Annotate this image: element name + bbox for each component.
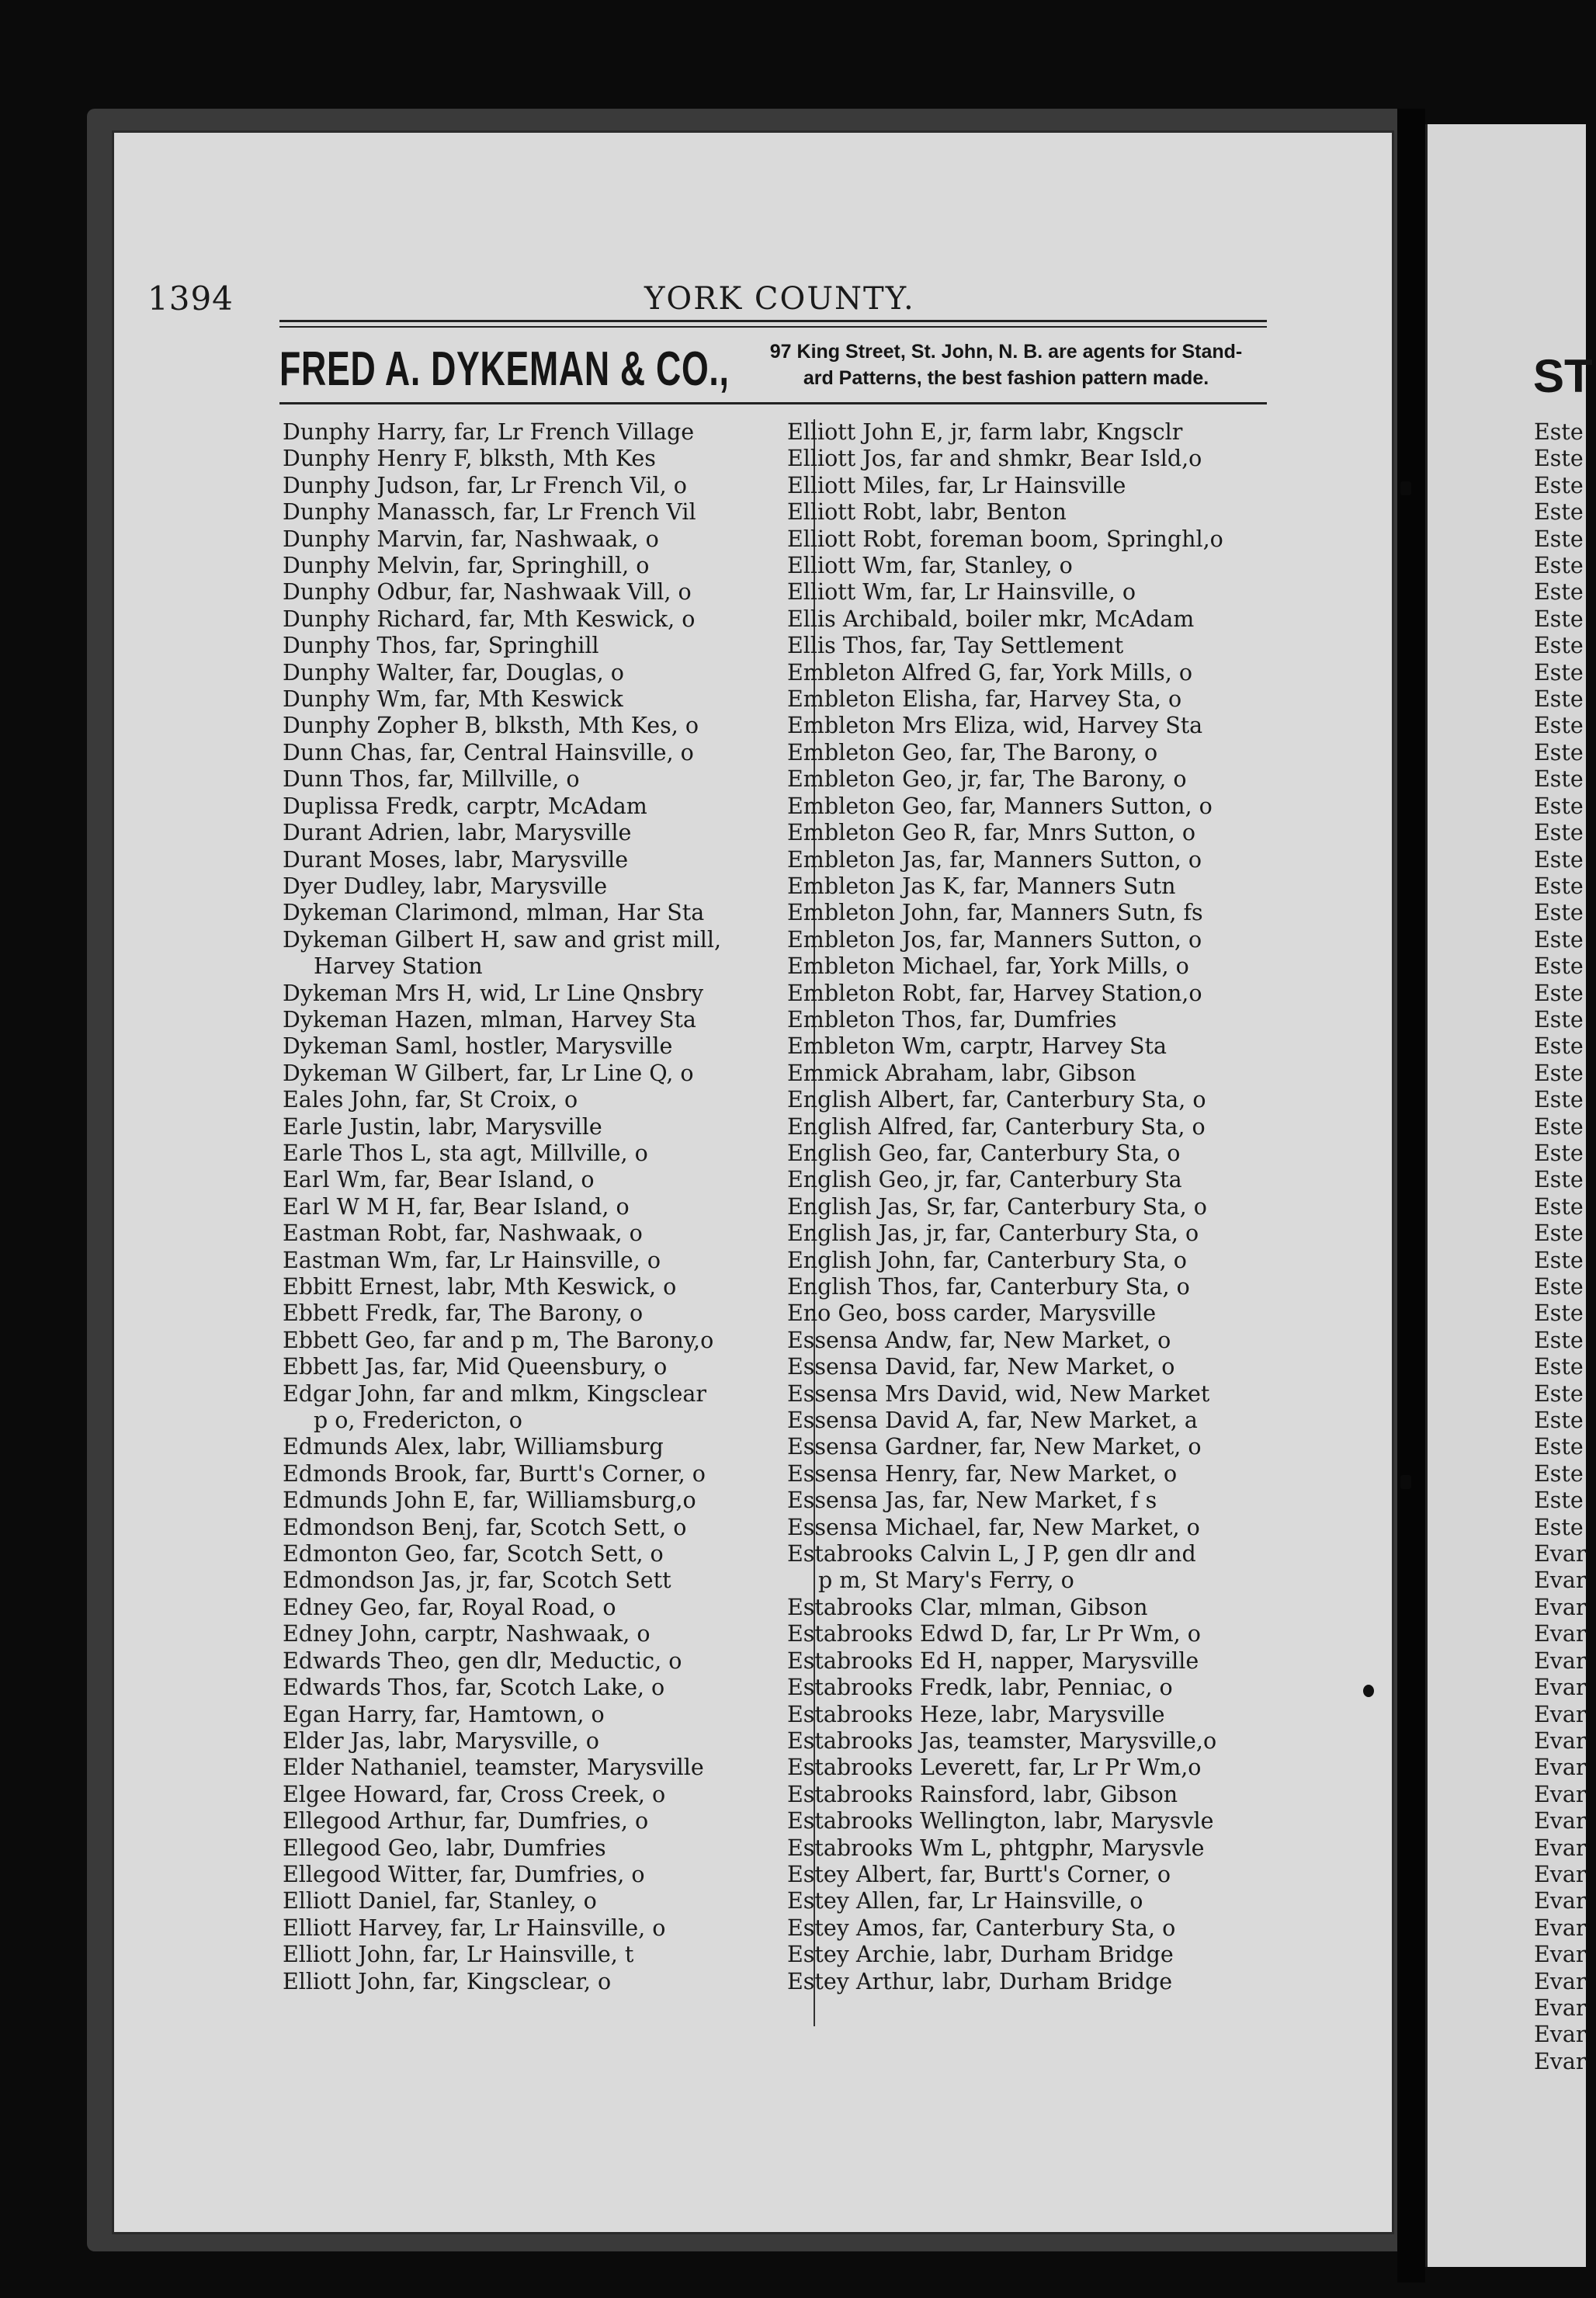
- directory-entry: Duplissa Fredk, carptr, McAdam: [283, 793, 647, 819]
- directory-entry: Dykeman Clarimond, mlman, Har Sta: [283, 900, 705, 926]
- directory-entry: Edgar John, far and mlkm, Kingsclear: [283, 1380, 706, 1407]
- directory-entry: Essensa Mrs David, wid, New Market: [787, 1380, 1210, 1407]
- facing-page-entry: Este: [1534, 633, 1584, 659]
- directory-entry: Dykeman Gilbert H, saw and grist mill,: [283, 926, 722, 953]
- facing-page-entry: Este: [1534, 793, 1584, 819]
- advertisement-company: FRED A. DYKEMAN & CO.,: [279, 342, 730, 396]
- facing-page-entry: Evar: [1534, 1594, 1587, 1620]
- directory-entry: Eastman Robt, far, Nashwaak, o: [283, 1220, 643, 1247]
- directory-entry: Elliott Robt, foreman boom, Springhl,o: [787, 526, 1223, 552]
- directory-entry: Embleton Michael, far, York Mills, o: [787, 953, 1189, 980]
- directory-entry: Estabrooks Calvin L, J P, gen dlr and: [787, 1541, 1196, 1567]
- facing-page-entry: Evar: [1534, 1647, 1587, 1674]
- directory-entry: Edmondson Jas, jr, far, Scotch Sett: [283, 1567, 671, 1594]
- directory-entry: Essensa David A, far, New Market, a: [787, 1408, 1198, 1434]
- directory-entry: Elliott Harvey, far, Lr Hainsville, o: [283, 1914, 666, 1941]
- directory-entry: Dunphy Walter, far, Douglas, o: [283, 659, 624, 686]
- directory-entry: Edmonton Geo, far, Scotch Sett, o: [283, 1541, 664, 1567]
- directory-entry: Dunphy Melvin, far, Springhill, o: [283, 553, 650, 579]
- facing-page-entry: Este: [1534, 846, 1584, 873]
- facing-page-entry: Este: [1534, 1167, 1584, 1193]
- directory-entry: Dunn Thos, far, Millville, o: [283, 766, 580, 793]
- directory-entry: Elliott Daniel, far, Stanley, o: [283, 1888, 597, 1914]
- directory-entry: Elder Jas, labr, Marysville, o: [283, 1727, 599, 1754]
- directory-entry: Elliott John E, jr, farm labr, Kngsclr: [787, 419, 1183, 445]
- facing-page-entry: Este: [1534, 980, 1584, 1006]
- facing-page-entry: Evar: [1534, 2022, 1587, 2048]
- directory-entry: Estabrooks Clar, mlman, Gibson: [787, 1594, 1148, 1620]
- facing-page-entry: Este: [1534, 419, 1584, 445]
- directory-entry: Eastman Wm, far, Lr Hainsville, o: [283, 1247, 661, 1273]
- facing-page-entry: Este: [1534, 446, 1584, 472]
- directory-entry: Dykeman Mrs H, wid, Lr Line Qnsbry: [283, 980, 704, 1006]
- directory-entry: Ebbett Fredk, far, The Barony, o: [283, 1300, 644, 1327]
- directory-entry: Earle Justin, labr, Marysville: [283, 1113, 602, 1140]
- directory-entry: Dunphy Harry, far, Lr French Village: [283, 419, 695, 445]
- directory-entry: Elgee Howard, far, Cross Creek, o: [283, 1781, 666, 1807]
- facing-page-entry: Este: [1534, 1247, 1584, 1273]
- directory-entry: Ellegood Arthur, far, Dumfries, o: [283, 1808, 649, 1835]
- directory-entry: Estey Arthur, labr, Durham Bridge: [787, 1968, 1173, 1994]
- directory-entry: Estabrooks Wellington, labr, Marysvle: [787, 1808, 1214, 1835]
- facing-page-entry: Este: [1534, 1354, 1584, 1380]
- header-rule: [279, 320, 1267, 322]
- facing-page-entry: Evar: [1534, 1808, 1587, 1835]
- directory-entry: Dykeman Saml, hostler, Marysville: [283, 1033, 673, 1060]
- directory-entry: Elliott Jos, far and shmkr, Bear Isld,o: [787, 446, 1202, 472]
- directory-entry: Durant Moses, labr, Marysville: [283, 846, 629, 873]
- directory-entry: Estabrooks Fredk, labr, Penniac, o: [787, 1675, 1173, 1701]
- directory-entry: Ebbett Jas, far, Mid Queensbury, o: [283, 1354, 668, 1380]
- facing-page-entry: Evar: [1534, 2048, 1587, 2074]
- directory-entry: English Albert, far, Canterbury Sta, o: [787, 1087, 1206, 1113]
- directory-entry: Ebbitt Ernest, labr, Mth Keswick, o: [283, 1274, 677, 1300]
- binding-mark: [1400, 481, 1411, 495]
- directory-entry: Embleton Alfred G, far, York Mills, o: [787, 659, 1193, 686]
- directory-entry: Estey Amos, far, Canterbury Sta, o: [787, 1914, 1176, 1941]
- facing-page-entry: Este: [1534, 1140, 1584, 1166]
- facing-page-entry: Este: [1534, 1060, 1584, 1086]
- directory-entry: Embleton Geo, jr, far, The Barony, o: [787, 766, 1187, 793]
- facing-page-entry: Este: [1534, 1460, 1584, 1487]
- facing-page-entry: Evar: [1534, 1942, 1587, 1968]
- directory-entry: Egan Harry, far, Hamtown, o: [283, 1701, 605, 1727]
- directory-entry: Earl Wm, far, Bear Island, o: [283, 1167, 595, 1193]
- directory-entry: Ellis Archibald, boiler mkr, McAdam: [787, 606, 1195, 632]
- facing-page-entry: Evar: [1534, 1914, 1587, 1941]
- facing-page-entry: Este: [1534, 1487, 1584, 1514]
- facing-page-entry: Este: [1534, 1220, 1584, 1247]
- directory-entry: Dunphy Marvin, far, Nashwaak, o: [283, 526, 659, 552]
- directory-entry: Embleton Geo, far, Manners Sutton, o: [787, 793, 1213, 819]
- facing-page-heading: ST: [1533, 350, 1593, 402]
- directory-entry: Emmick Abraham, labr, Gibson: [787, 1060, 1136, 1086]
- directory-entry: English Thos, far, Canterbury Sta, o: [787, 1274, 1190, 1300]
- directory-entry: Embleton Jas, far, Manners Sutton, o: [787, 846, 1202, 873]
- facing-page-entry: Este: [1534, 553, 1584, 579]
- directory-entry: Elliott John, far, Kingsclear, o: [283, 1968, 612, 1994]
- directory-entry: Essensa Gardner, far, New Market, o: [787, 1434, 1202, 1460]
- directory-entry: Dunphy Judson, far, Lr French Vil, o: [283, 472, 687, 498]
- directory-entry: Eno Geo, boss carder, Marysville: [787, 1300, 1157, 1327]
- facing-page-entry: Evar: [1534, 1861, 1587, 1887]
- directory-entry: Edney John, carptr, Nashwaak, o: [283, 1621, 651, 1647]
- directory-entry: Dunphy Richard, far, Mth Keswick, o: [283, 606, 696, 632]
- directory-entry: Embleton Jas K, far, Manners Sutn: [787, 873, 1176, 899]
- directory-entry: English Geo, far, Canterbury Sta, o: [787, 1140, 1181, 1166]
- directory-entry: Elder Nathaniel, teamster, Marysville: [283, 1755, 704, 1781]
- directory-entry: Ellegood Geo, labr, Dumfries: [283, 1835, 606, 1861]
- directory-entry: Eales John, far, St Croix, o: [283, 1087, 578, 1113]
- directory-entry: Embleton Mrs Eliza, wid, Harvey Sta: [787, 713, 1203, 739]
- directory-entry: Estey Albert, far, Burtt's Corner, o: [787, 1861, 1171, 1887]
- facing-page-entry: Evar: [1534, 1567, 1587, 1594]
- facing-page-entry: Evar: [1534, 1888, 1587, 1914]
- advertisement-tagline-line: ard Patterns, the best fashion pattern made.: [803, 367, 1209, 389]
- directory-entry: Ebbett Geo, far and p m, The Barony,o: [283, 1327, 714, 1353]
- directory-entry-continuation: p m, St Mary's Ferry, o: [818, 1567, 1074, 1594]
- facing-page-entry: Este: [1534, 900, 1584, 926]
- facing-page-entry: Evar: [1534, 1621, 1587, 1647]
- facing-page-entry: Este: [1534, 579, 1584, 606]
- directory-entry: Durant Adrien, labr, Marysville: [283, 820, 632, 846]
- facing-page-entry: Este: [1534, 1113, 1584, 1140]
- facing-page-entry: Evar: [1534, 1994, 1587, 2021]
- directory-entry: Essensa Andw, far, New Market, o: [787, 1327, 1171, 1353]
- directory-entry: Elliott Miles, far, Lr Hainsville: [787, 472, 1126, 498]
- directory-entry: Dyer Dudley, labr, Marysville: [283, 873, 608, 899]
- facing-page-entry: Este: [1534, 686, 1584, 713]
- directory-entry: Essensa Jas, far, New Market, f s: [787, 1487, 1157, 1514]
- facing-page-entry: Este: [1534, 873, 1584, 899]
- directory-entry: Edmondson Benj, far, Scotch Sett, o: [283, 1514, 687, 1540]
- facing-page-entry: Este: [1534, 739, 1584, 765]
- facing-page-entry: Este: [1534, 1434, 1584, 1460]
- facing-page-entry: Este: [1534, 1327, 1584, 1353]
- facing-page-entry: Este: [1534, 606, 1584, 632]
- advertisement-tagline: [745, 338, 1267, 391]
- directory-entry: Embleton Thos, far, Dumfries: [787, 1006, 1117, 1033]
- facing-page-entry: Evar: [1534, 1781, 1587, 1807]
- directory-entry-continuation: Harvey Station: [314, 953, 483, 980]
- advertisement-rule: [279, 402, 1267, 404]
- directory-entry: Embleton Elisha, far, Harvey Sta, o: [787, 686, 1182, 713]
- facing-page-entry: Este: [1534, 1274, 1584, 1300]
- facing-page-entry: Este: [1534, 1193, 1584, 1220]
- directory-entry: Estabrooks Edwd D, far, Lr Pr Wm, o: [787, 1621, 1201, 1647]
- facing-page-entry: Este: [1534, 1380, 1584, 1407]
- directory-entry: Dunphy Manassch, far, Lr French Vil: [283, 499, 696, 526]
- page-number: 1394: [147, 279, 234, 318]
- facing-page-entry: Evar: [1534, 1701, 1587, 1727]
- binding-mark: [1400, 1475, 1411, 1489]
- directory-entry: English Jas, jr, far, Canterbury Sta, o: [787, 1220, 1199, 1247]
- ink-spot: [1363, 1685, 1374, 1697]
- directory-entry: Elliott Wm, far, Lr Hainsville, o: [787, 579, 1136, 606]
- directory-entry: Edney Geo, far, Royal Road, o: [283, 1594, 616, 1620]
- directory-entry: Estey Allen, far, Lr Hainsville, o: [787, 1888, 1143, 1914]
- directory-entry: Dunn Chas, far, Central Hainsville, o: [283, 739, 694, 765]
- directory-entry: Dunphy Zopher B, blksth, Mth Kes, o: [283, 713, 699, 739]
- directory-entry: Embleton Wm, carptr, Harvey Sta: [787, 1033, 1167, 1060]
- directory-entry: Edwards Thos, far, Scotch Lake, o: [283, 1675, 665, 1701]
- directory-entry: Estabrooks Leverett, far, Lr Pr Wm,o: [787, 1755, 1202, 1781]
- directory-entry: Estabrooks Wm L, phtgphr, Marysvle: [787, 1835, 1205, 1861]
- facing-page-entry: Este: [1534, 713, 1584, 739]
- facing-page-entry: Este: [1534, 526, 1584, 552]
- directory-entry: Dunphy Henry F, blksth, Mth Kes: [283, 446, 656, 472]
- facing-page-entry: Este: [1534, 472, 1584, 498]
- directory-entry: Edmunds Alex, labr, Williamsburg: [283, 1434, 664, 1460]
- facing-page-entry: Este: [1534, 766, 1584, 793]
- directory-entry: Embleton Robt, far, Harvey Station,o: [787, 980, 1202, 1006]
- directory-entry: Embleton Jos, far, Manners Sutton, o: [787, 926, 1202, 953]
- facing-page-entry: Evar: [1534, 1675, 1587, 1701]
- directory-entry: Dunphy Thos, far, Springhill: [283, 633, 599, 659]
- facing-page-entry: Este: [1534, 1033, 1584, 1060]
- facing-page-entry: Evar: [1534, 1541, 1587, 1567]
- facing-page-entry: Este: [1534, 1006, 1584, 1033]
- directory-entry: Estabrooks Jas, teamster, Marysville,o: [787, 1727, 1217, 1754]
- directory-entry: Earle Thos L, sta agt, Millville, o: [283, 1140, 648, 1166]
- facing-page-entry: Evar: [1534, 1968, 1587, 1994]
- facing-page-entry: Este: [1534, 1300, 1584, 1327]
- directory-entry: Essensa Henry, far, New Market, o: [787, 1460, 1178, 1487]
- facing-page-entry: Este: [1534, 1408, 1584, 1434]
- directory-entry: Dykeman W Gilbert, far, Lr Line Q, o: [283, 1060, 694, 1086]
- directory-entry: English Jas, Sr, far, Canterbury Sta, o: [787, 1193, 1207, 1220]
- facing-page-entry: Evar: [1534, 1727, 1587, 1754]
- directory-entry: Elliott Wm, far, Stanley, o: [787, 553, 1073, 579]
- facing-page-entry: Este: [1534, 926, 1584, 953]
- advertisement-tagline-line: 97 King Street, St. John, N. B. are agents for Stand-: [769, 341, 1243, 363]
- facing-page-entry: Este: [1534, 953, 1584, 980]
- directory-entry: Edmunds John E, far, Williamsburg,o: [283, 1487, 696, 1514]
- facing-page-column: [1534, 419, 1596, 2075]
- facing-page-entry: Evar: [1534, 1835, 1587, 1861]
- facing-page-entry: Este: [1534, 659, 1584, 686]
- directory-entry: English John, far, Canterbury Sta, o: [787, 1247, 1187, 1273]
- facing-page-entry: Evar: [1534, 1755, 1587, 1781]
- directory-entry: Ellegood Witter, far, Dumfries, o: [283, 1861, 645, 1887]
- directory-entry: English Alfred, far, Canterbury Sta, o: [787, 1113, 1206, 1140]
- directory-entry-continuation: p o, Fredericton, o: [314, 1408, 522, 1434]
- facing-page-entry: Este: [1534, 820, 1584, 846]
- directory-entry: Estabrooks Heze, labr, Marysville: [787, 1701, 1165, 1727]
- directory-entry: Earl W M H, far, Bear Island, o: [283, 1193, 630, 1220]
- directory-column-left: [283, 419, 795, 1995]
- facing-page-entry: Este: [1534, 499, 1584, 526]
- directory-entry: Essensa Michael, far, New Market, o: [787, 1514, 1200, 1540]
- directory-entry: Embleton Geo, far, The Barony, o: [787, 739, 1158, 765]
- directory-entry: Embleton Geo R, far, Mnrs Sutton, o: [787, 820, 1196, 846]
- directory-entry: English Geo, jr, far, Canterbury Sta: [787, 1167, 1182, 1193]
- facing-page-entry: Este: [1534, 1514, 1584, 1540]
- directory-entry: Dunphy Odbur, far, Nashwaak Vill, o: [283, 579, 692, 606]
- directory-entry: Estabrooks Ed H, napper, Marysville: [787, 1647, 1199, 1674]
- directory-column-right: [787, 419, 1315, 1995]
- facing-page-entry: Este: [1534, 1087, 1584, 1113]
- directory-entry: Elliott Robt, labr, Benton: [787, 499, 1067, 526]
- book-gutter: [1397, 109, 1425, 2282]
- directory-entry: Estey Archie, labr, Durham Bridge: [787, 1942, 1174, 1968]
- page-title: YORK COUNTY.: [644, 281, 915, 317]
- directory-entry: Ellis Thos, far, Tay Settlement: [787, 633, 1124, 659]
- directory-entry: Elliott John, far, Lr Hainsville, t: [283, 1942, 634, 1968]
- header-rule: [279, 326, 1267, 328]
- directory-entry: Essensa David, far, New Market, o: [787, 1354, 1175, 1380]
- directory-entry: Edwards Theo, gen dlr, Meductic, o: [283, 1647, 682, 1674]
- directory-entry: Edmonds Brook, far, Burtt's Corner, o: [283, 1460, 706, 1487]
- directory-entry: Estabrooks Rainsford, labr, Gibson: [787, 1781, 1178, 1807]
- directory-entry: Embleton John, far, Manners Sutn, fs: [787, 900, 1203, 926]
- directory-entry: Dunphy Wm, far, Mth Keswick: [283, 686, 623, 713]
- directory-entry: Dykeman Hazen, mlman, Harvey Sta: [283, 1006, 696, 1033]
